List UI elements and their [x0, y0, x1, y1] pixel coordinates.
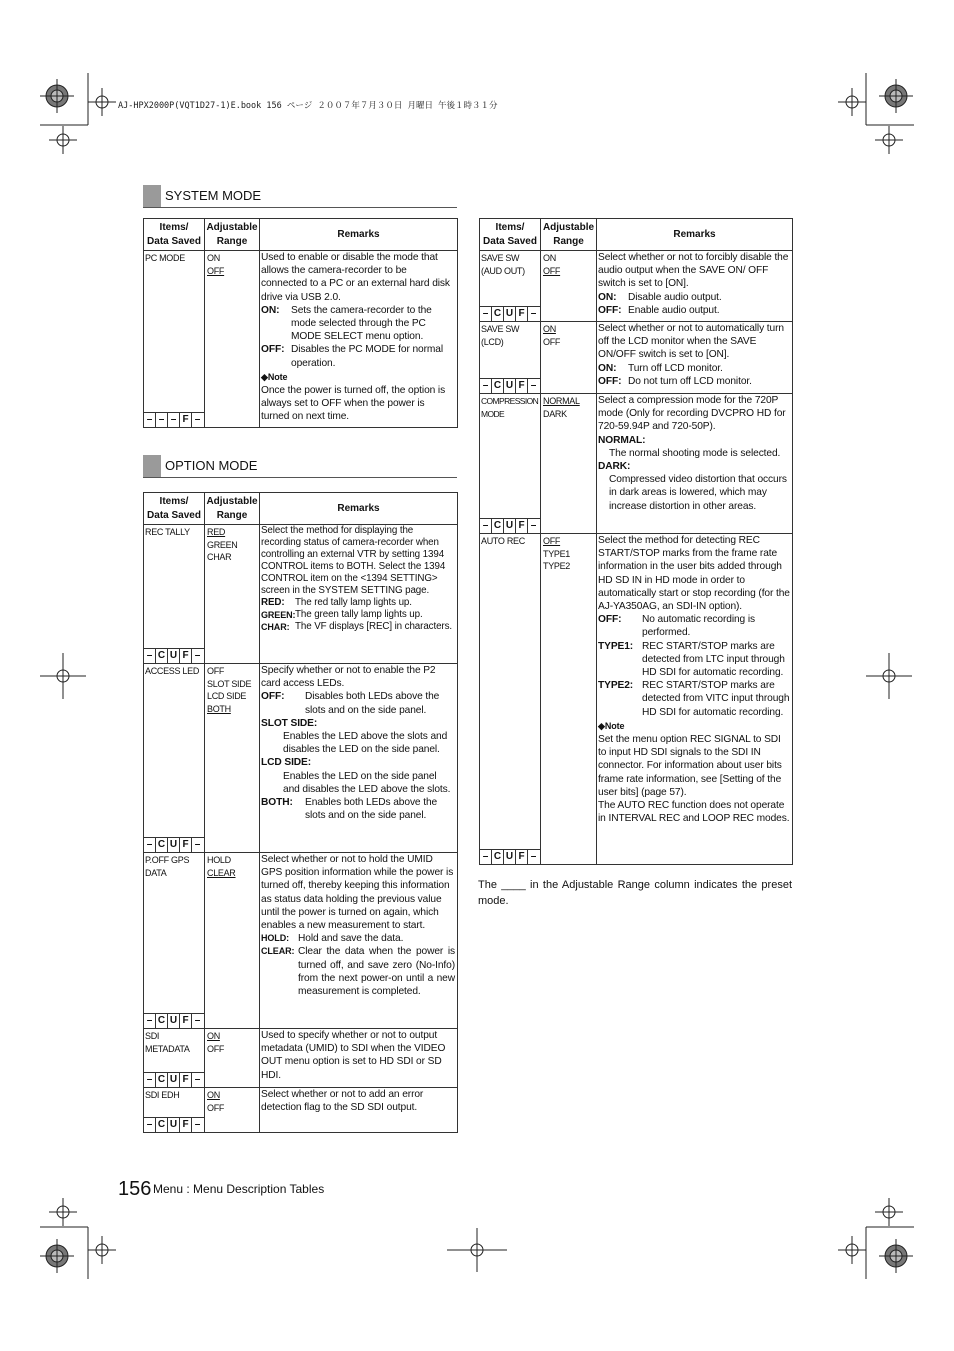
option-text: REC START/STOP marks are detected from VITC input through HD SDI for automatic recording.: [642, 680, 790, 718]
table-row: [480, 251, 793, 322]
option-key: OFF:: [261, 691, 285, 703]
remark-text: Select whether or not to forcibly disable the audio output when the SAVE ON/ OFF switch is set to [ON].: [598, 252, 789, 290]
range-cell: [205, 1029, 259, 1056]
option-key: ON:: [261, 304, 280, 316]
col-range: Adjustable Range: [205, 493, 260, 525]
col-range: Adjustable Range: [205, 219, 260, 251]
option-text: Clear the data when the power is turned off, and save zero (No-Info) from the next power-on until a new measurement is completed.: [298, 946, 455, 998]
flag: –: [194, 839, 201, 850]
col-remarks: Remarks: [597, 219, 793, 251]
flag: C: [492, 379, 504, 393]
col-remarks: Remarks: [260, 493, 458, 525]
flag: C: [492, 850, 504, 864]
item-cell: [480, 534, 540, 864]
flag: U: [504, 379, 516, 393]
flag: –: [530, 308, 537, 319]
option-key: OFF:: [598, 614, 622, 626]
flag: –: [480, 850, 492, 864]
option-key: OFF:: [598, 304, 622, 316]
flag: C: [156, 649, 168, 663]
range-option: DARK: [543, 408, 567, 419]
data-saved-flags: [480, 518, 540, 533]
heading-swatch: [143, 185, 161, 207]
flag: C: [156, 838, 168, 852]
option-text: The red tally lamp lights up.: [295, 597, 412, 608]
flag: F: [516, 379, 528, 393]
option-key: TYPE1:: [598, 640, 634, 652]
range-cell: [205, 664, 259, 716]
remarks-cell: [597, 322, 792, 390]
note-label: ◆Note: [261, 371, 288, 382]
range-option-default: ON: [207, 1031, 220, 1041]
flag: U: [504, 519, 516, 533]
flag: F: [180, 413, 192, 427]
range-option: TYPE1: [543, 548, 571, 559]
option-key: HOLD:: [261, 933, 289, 944]
remarks-cell: [597, 534, 792, 827]
table-row: [480, 534, 793, 865]
flag: –: [530, 851, 537, 862]
range-cell: [541, 251, 596, 278]
remarks-cell: [260, 251, 457, 426]
data-saved-flags: [144, 412, 204, 427]
table-row: [144, 525, 458, 664]
option-text: Disables both LEDs above the slots and on the side panel.: [305, 691, 440, 716]
range-cell: [205, 525, 259, 565]
flag: F: [516, 519, 528, 533]
table-row: [144, 853, 458, 1029]
remark-text: Select whether or not to automatically turn off the LCD monitor when the SAVE ON/OFF switch is set to [ON].: [598, 323, 784, 361]
option-mode-title: OPTION MODE: [165, 458, 258, 473]
range-option-default: CLEAR: [207, 867, 236, 878]
option-key: TYPE2:: [598, 680, 634, 692]
option-key: OFF:: [598, 375, 622, 387]
range-cell: [205, 1088, 259, 1115]
remark-text: Select the method for detecting REC START/STOP marks from the frame rate information in the user bits added through HD SD IN in HD mode in order to automatically start or stop recording (for the AJ-YA350AG, an SDI-IN option).: [598, 535, 790, 613]
flag: –: [144, 1118, 156, 1132]
option-text: No automatic recording is performed.: [642, 614, 756, 639]
item-name: SAVE SW (AUD OUT): [481, 253, 525, 276]
range-option: OFF: [543, 336, 561, 347]
option-key: CLEAR:: [261, 946, 295, 957]
remark-text: Select the method for displaying the recording status of camera-recorder when controlling an external VTR by setting 1394 CONTROL items to BOTH. Select the 1394 CONTROL item on the <1394 SETTING> screen in the SYSTEM SETTING page.: [261, 525, 446, 596]
option-text: Enables the LED above the slots and disables the LED on the side panel.: [283, 731, 448, 756]
data-saved-flags: [480, 306, 540, 321]
data-saved-flags: [144, 837, 204, 852]
option-text: REC START/STOP marks are detected from LTC input through HD SDI for automatic recording.: [642, 640, 785, 679]
range-option: OFF: [207, 666, 225, 676]
item-cell: [144, 1029, 204, 1087]
option-text: The VF displays [REC] in characters.: [295, 621, 453, 632]
option-key: CHAR:: [261, 622, 290, 632]
note-text: Once the power is turned off, the option is always set to OFF when the power is turned on next time.: [261, 385, 446, 423]
remarks-cell: [260, 1088, 457, 1116]
remarks-cell: [597, 251, 792, 319]
range-option: OFF: [207, 1043, 225, 1054]
option-key: RED:: [261, 597, 285, 608]
flag: –: [144, 413, 156, 427]
flag: –: [194, 1015, 201, 1026]
flag: C: [492, 519, 504, 533]
range-option-default: ON: [543, 324, 556, 334]
flag: U: [504, 850, 516, 864]
option-text: Hold and save the data.: [298, 933, 404, 945]
range-option-default: BOTH: [207, 703, 231, 714]
range-option-default: OFF: [543, 536, 561, 546]
option-text: Do not turn off LCD monitor.: [628, 375, 752, 387]
table-row: [144, 1029, 458, 1088]
page-number: 156: [118, 1178, 152, 1200]
table-row: [480, 322, 793, 394]
option-text: Enables both LEDs above the slots and on the side panel.: [305, 797, 438, 822]
item-name: COMPRESSION MODE: [481, 396, 539, 419]
option-key: NORMAL:: [598, 434, 646, 446]
item-name: AUTO REC: [481, 536, 525, 546]
remarks-cell: [260, 664, 457, 824]
option-text: The green tally lamp lights up.: [295, 609, 423, 620]
preset-mode-note: The ____ in the Adjustable Range column indicates the preset mode.: [478, 879, 792, 907]
table-row: [480, 394, 793, 534]
col-items: Items/ Data Saved: [144, 219, 205, 251]
item-cell: [480, 251, 540, 321]
flag: –: [194, 1074, 201, 1085]
flag: U: [168, 1073, 180, 1087]
flag: –: [156, 413, 168, 427]
option-key: BOTH:: [261, 797, 293, 809]
flag: F: [180, 1073, 192, 1087]
option-text: Compressed video distortion that occurs in dark areas is lowered, which may increase distortion in other areas.: [609, 474, 787, 512]
flag: F: [516, 307, 528, 321]
heading-swatch: [143, 455, 161, 477]
option-key: DARK:: [598, 461, 631, 473]
remarks-cell: [260, 1029, 457, 1084]
flag: –: [480, 307, 492, 321]
flag: –: [168, 413, 180, 427]
remark-text: Used to enable or disable the mode that allows the camera-recorder to be connected to a PC or an external hard disk drive via USB 2.0.: [261, 252, 450, 303]
flag: –: [194, 650, 201, 661]
flag: F: [180, 838, 192, 852]
flag: U: [168, 649, 180, 663]
option-key: OFF:: [261, 344, 285, 356]
item-cell: [144, 853, 204, 1028]
item-cell: [480, 394, 540, 533]
option-key: LCD SIDE:: [261, 757, 312, 769]
flag: –: [194, 414, 201, 425]
item-name: SDI METADATA: [145, 1031, 190, 1054]
note-label: ◆Note: [598, 720, 625, 731]
range-option: ON: [543, 253, 556, 263]
flag: –: [480, 379, 492, 393]
item-cell: [144, 664, 204, 852]
table-row: [144, 251, 458, 428]
note-text: Set the menu option REC SIGNAL to SDI to input HD SDI signals to the SDI IN connector. For information about user bits frame rate information, see [Setting of the user bits] (page 57).: [598, 734, 782, 798]
range-cell: [205, 251, 259, 278]
flag: F: [180, 1014, 192, 1028]
option-key: GREEN:: [261, 610, 296, 620]
item-name: PC MODE: [145, 253, 185, 263]
range-cell: [205, 853, 259, 880]
option-text: Disables the PC MODE for normal operation.: [291, 344, 444, 369]
option-mode-heading: [143, 455, 457, 478]
option-text: Enables the LED on the side panel and disables the LED above the slots.: [283, 770, 451, 795]
data-saved-flags: [144, 1117, 204, 1132]
flag: U: [168, 1118, 180, 1132]
remarks-cell: [597, 394, 792, 515]
remark-text: Select whether or not to add an error detection flag to the SD SDI output.: [261, 1089, 424, 1114]
item-name: P.OFF GPS DATA: [145, 855, 190, 878]
flag: –: [144, 838, 156, 852]
range-option-default: OFF: [207, 265, 225, 276]
data-saved-flags: [144, 1013, 204, 1028]
table-row: [144, 664, 458, 853]
range-option: OFF: [207, 1102, 225, 1113]
range-option: GREEN: [207, 539, 238, 550]
flag: –: [144, 1073, 156, 1087]
col-items: Items/ Data Saved: [144, 493, 205, 525]
range-option-default: ON: [207, 1090, 220, 1100]
item-name: SAVE SW (LCD): [481, 324, 520, 347]
option-text: The normal shooting mode is selected.: [609, 447, 781, 459]
flag: –: [530, 380, 537, 391]
option-text: Sets the camera-recorder to the mode selected through the PC MODE SELECT menu option.: [291, 304, 432, 343]
range-option: LCD SIDE: [207, 691, 247, 701]
remark-text: Select whether or not to hold the UMID GPS position information while the power is turned off, thereby keeping this information as status data holding the previous value until the power is turned on again, which enables a new measurement to start.: [261, 854, 454, 932]
flag: –: [480, 519, 492, 533]
item-cell: [480, 322, 540, 393]
remark-text: Specify whether or not to enable the P2 card access LEDs.: [261, 665, 436, 690]
flag: U: [168, 838, 180, 852]
range-option: SLOT SIDE: [207, 678, 252, 689]
option-key: SLOT SIDE:: [261, 717, 318, 729]
option-text: Turn off LCD monitor.: [628, 362, 723, 374]
item-cell: [144, 1088, 204, 1132]
range-cell: [541, 394, 596, 421]
flag: U: [504, 307, 516, 321]
flag: C: [156, 1118, 168, 1132]
range-option-default: OFF: [543, 265, 561, 276]
item-name: REC TALLY: [145, 527, 190, 537]
option-key: ON:: [598, 291, 617, 303]
col-remarks: Remarks: [260, 219, 458, 251]
option-text: Disable audio output.: [628, 291, 722, 303]
system-mode-table: [143, 218, 458, 428]
data-saved-flags: [144, 648, 204, 663]
option-mode-table-continued: [479, 218, 793, 865]
page-footer-title: Menu : Menu Description Tables: [153, 1182, 325, 1196]
flag: C: [156, 1014, 168, 1028]
flag: –: [144, 649, 156, 663]
table-row: [144, 1088, 458, 1133]
item-name: ACCESS LED: [145, 666, 200, 676]
range-option: CHAR: [207, 552, 232, 562]
col-items: Items/ Data Saved: [480, 219, 541, 251]
remarks-cell: [260, 853, 457, 1000]
option-text: Enable audio output.: [628, 304, 720, 316]
remark-text: Used to specify whether or not to output metadata (UMID) to SDI when the VIDEO OUT menu option is set to HD SDI or SD HDI.: [261, 1030, 446, 1081]
flag: F: [180, 1118, 192, 1132]
item-cell: [144, 525, 204, 663]
item-name: SDI EDH: [145, 1090, 180, 1100]
file-info-header: AJ-HPX2000P(VQT1D27-1)E.book 156 ページ ２００７年７月３０日 月曜日 午後１時３１分: [118, 101, 498, 111]
option-mode-table: [143, 492, 458, 1133]
flag: –: [530, 520, 537, 531]
data-saved-flags: [480, 849, 540, 864]
range-cell: [541, 322, 596, 349]
flag: C: [156, 1073, 168, 1087]
flag: U: [168, 1014, 180, 1028]
flag: F: [180, 649, 192, 663]
system-mode-heading: [143, 185, 457, 208]
range-option: HOLD: [207, 855, 231, 865]
option-key: ON:: [598, 362, 617, 374]
range-option-default: RED: [207, 527, 226, 537]
remark-text: Select a compression mode for the 720P mode (Only for recording DVCPRO HD for 720-59.94P and 720-50P).: [598, 395, 786, 433]
item-cell: [144, 251, 204, 427]
flag: –: [194, 1119, 201, 1130]
range-cell: [541, 534, 596, 574]
col-range: Adjustable Range: [541, 219, 597, 251]
range-option: ON: [207, 253, 220, 263]
data-saved-flags: [144, 1072, 204, 1087]
flag: C: [492, 307, 504, 321]
flag: F: [516, 850, 528, 864]
range-option: TYPE2: [543, 561, 571, 571]
flag: –: [144, 1014, 156, 1028]
remarks-cell: [260, 525, 457, 635]
range-option-default: NORMAL: [543, 396, 580, 406]
system-mode-title: SYSTEM MODE: [165, 188, 262, 203]
note-text: The AUTO REC function does not operate in INTERVAL REC and LOOP REC modes.: [598, 800, 790, 825]
data-saved-flags: [480, 378, 540, 393]
